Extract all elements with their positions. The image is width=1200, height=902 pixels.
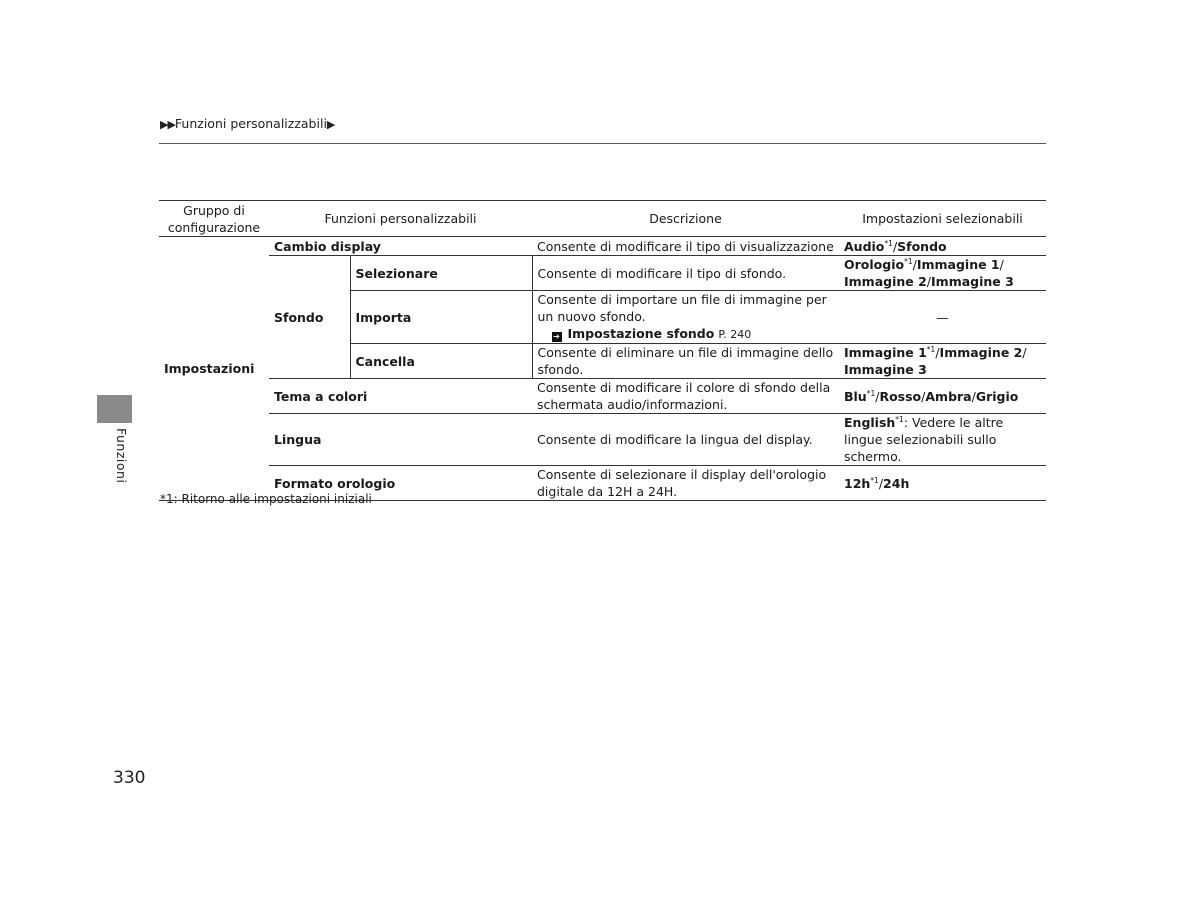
header-functions: Funzioni personalizzabili xyxy=(269,201,532,237)
function-name: Lingua xyxy=(269,414,532,466)
table-row xyxy=(159,256,1046,291)
chapter-label: Funzioni xyxy=(114,428,129,484)
function-description: Consente di importare un file di immagine per un nuovo sfondo. ➔ Impostazione sfondo P. 240 xyxy=(532,291,839,344)
function-settings: Orologio$^{*1}$/Immagine 1/ Immagine 2/Immagine 3 xyxy=(839,256,1046,291)
function-settings: — xyxy=(839,291,1046,344)
header-description: Descrizione xyxy=(532,201,839,237)
function-name: Formato orologio xyxy=(269,466,532,501)
table-row xyxy=(159,379,1046,414)
subfunction-name: Selezionare xyxy=(350,256,532,291)
table-row xyxy=(159,414,1046,466)
function-settings: Audio$^{*1}$/Sfondo xyxy=(839,237,1046,256)
function-description: Consente di modificare la lingua del display. xyxy=(532,414,839,466)
table-header-row xyxy=(159,201,1046,237)
subfunction-name: Importa xyxy=(350,291,532,344)
header-group: Gruppo di configurazione xyxy=(159,201,269,237)
page-number: 330 xyxy=(113,768,146,788)
function-settings: Blu$^{*1}$/Rosso/Ambra/Grigio xyxy=(839,379,1046,414)
function-description: Consente di modificare il tipo di sfondo. xyxy=(532,256,839,291)
breadcrumb-arrow-end-icon: ▶ xyxy=(326,118,335,131)
header-settings: Impostazioni selezionabili xyxy=(839,201,1046,237)
reference-arrow-icon: ➔ xyxy=(553,332,560,341)
page-reference-link[interactable]: ➔ Impostazione sfondo P. 240 xyxy=(553,326,752,341)
subfunction-name: Cancella xyxy=(350,344,532,379)
function-settings: Immagine 1$^{*1}$/Immagine 2/ Immagine 3 xyxy=(839,344,1046,379)
breadcrumb-arrows-icon: ▶▶ xyxy=(160,118,175,131)
table-row xyxy=(159,237,1046,256)
function-description: Consente di eliminare un file di immagine dello sfondo. xyxy=(532,344,839,379)
group-cell: Impostazioni xyxy=(159,237,269,501)
breadcrumb xyxy=(160,116,334,131)
breadcrumb-text[interactable]: Funzioni personalizzabili xyxy=(174,116,327,131)
function-name: Cambio display xyxy=(269,237,532,256)
function-name: Sfondo xyxy=(269,256,350,379)
function-description: Consente di selezionare il display dell'orologio digitale da 12H a 24H. xyxy=(532,466,839,501)
chapter-tab[interactable] xyxy=(97,395,132,423)
settings-table xyxy=(159,200,1046,501)
function-description: Consente di modificare il colore di sfondo della schermata audio/informazioni. xyxy=(532,379,839,414)
footnote: *1: Ritorno alle impostazioni iniziali xyxy=(160,492,372,506)
header-divider xyxy=(159,143,1046,144)
function-description: Consente di modificare il tipo di visualizzazione xyxy=(532,237,839,256)
function-name: Tema a colori xyxy=(269,379,532,414)
function-settings: English$^{*1}$: Vedere le altre lingue selezionabili sullo schermo. xyxy=(839,414,1046,466)
function-settings: $12h^{*1}/24h$ xyxy=(839,466,1046,501)
